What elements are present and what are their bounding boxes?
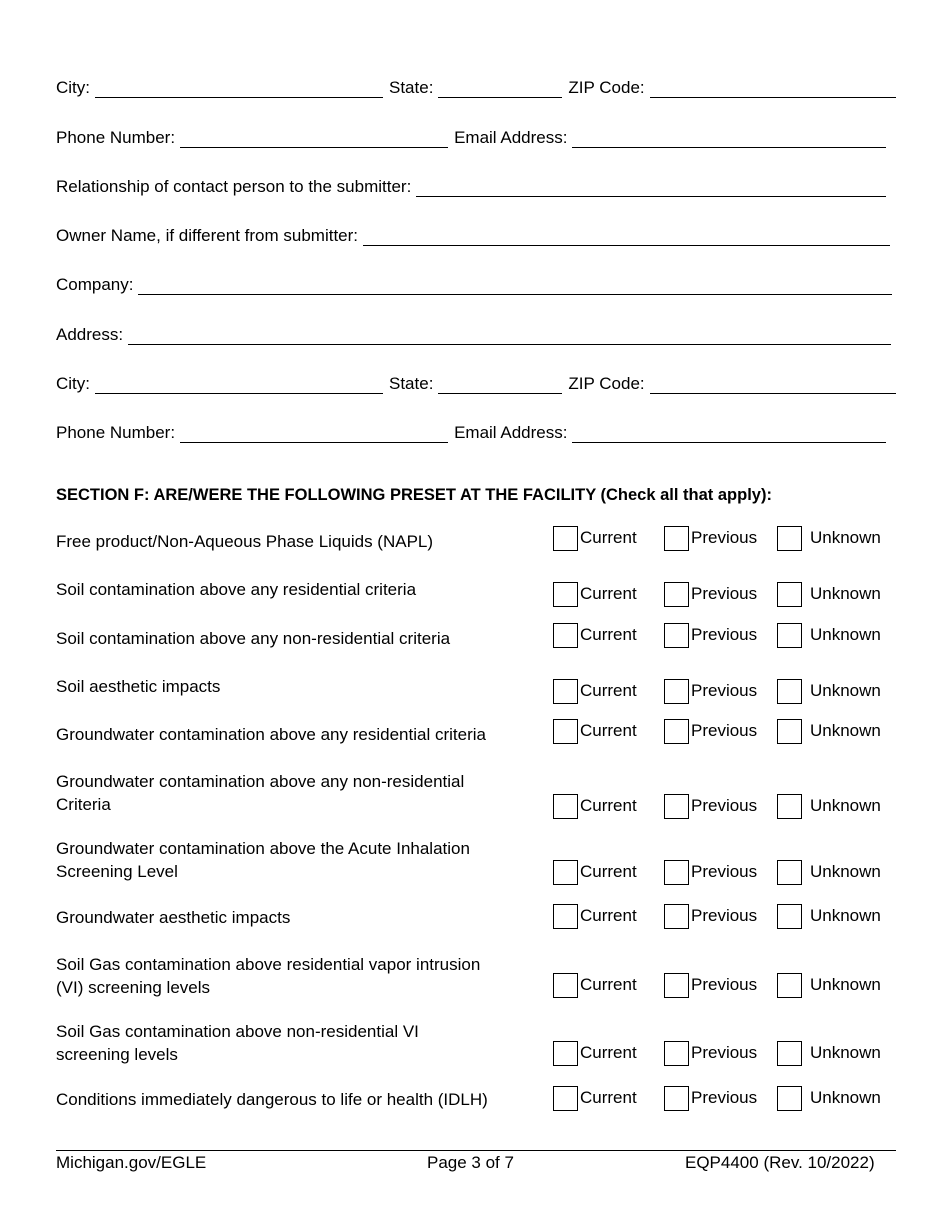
owner-name-label: Owner Name, if different from submitter: [56, 226, 359, 245]
checklist-item-label [56, 578, 536, 601]
unknown-checkbox[interactable] [777, 623, 802, 648]
checkbox-group [553, 677, 898, 705]
company-label: Company: [56, 275, 134, 294]
current-label: Current [580, 584, 637, 603]
previous-label: Previous [691, 528, 758, 547]
current-label: Current [580, 721, 637, 740]
current-label: Current [580, 681, 637, 700]
current-option[interactable] [553, 858, 637, 886]
unknown-label: Unknown [810, 528, 881, 547]
unknown-option[interactable] [777, 580, 881, 608]
city-field[interactable] [95, 377, 383, 394]
current-checkbox[interactable] [553, 860, 578, 885]
unknown-checkbox[interactable] [777, 1086, 802, 1111]
unknown-checkbox[interactable] [777, 794, 802, 819]
unknown-option[interactable] [777, 677, 881, 705]
previous-option[interactable] [664, 902, 757, 930]
checklist-item-line: Groundwater aesthetic impacts [56, 908, 291, 927]
address-field[interactable] [128, 328, 891, 345]
owner-name-row [56, 224, 896, 246]
current-option[interactable] [553, 902, 637, 930]
checklist-item-line: Groundwater contamination above the Acute Inhalation [56, 839, 470, 858]
relationship-row [56, 175, 896, 197]
unknown-label: Unknown [810, 796, 881, 815]
previous-checkbox[interactable] [664, 794, 689, 819]
current-checkbox[interactable] [553, 623, 578, 648]
unknown-label: Unknown [810, 681, 881, 700]
checklist-item-line: (VI) screening levels [56, 978, 211, 997]
unknown-label: Unknown [810, 1043, 881, 1062]
checkbox-group [553, 580, 898, 608]
checklist-item-label [56, 530, 536, 553]
contact-phone-row [56, 126, 896, 148]
previous-option[interactable] [664, 971, 757, 999]
previous-label: Previous [691, 721, 758, 740]
previous-label: Previous [691, 625, 758, 644]
current-option[interactable] [553, 971, 637, 999]
previous-checkbox[interactable] [664, 679, 689, 704]
city-field[interactable] [95, 81, 383, 98]
state-field[interactable] [438, 377, 562, 394]
unknown-label: Unknown [810, 625, 881, 644]
unknown-label: Unknown [810, 721, 881, 740]
unknown-checkbox[interactable] [777, 1041, 802, 1066]
current-label: Current [580, 1088, 637, 1107]
unknown-label: Unknown [810, 584, 881, 603]
previous-checkbox[interactable] [664, 1086, 689, 1111]
footer-divider [56, 1150, 896, 1151]
current-checkbox[interactable] [553, 526, 578, 551]
footer-form-id: EQP4400 (Rev. 10/2022) [685, 1153, 875, 1172]
previous-label: Previous [691, 975, 758, 994]
phone-field[interactable] [180, 131, 448, 148]
unknown-checkbox[interactable] [777, 719, 802, 744]
checklist-item-label [56, 770, 536, 816]
previous-label: Previous [691, 862, 758, 881]
owner-city-row [56, 372, 896, 394]
city-label: City: [56, 374, 90, 393]
unknown-checkbox[interactable] [777, 526, 802, 551]
current-checkbox[interactable] [553, 973, 578, 998]
city-label: City: [56, 78, 90, 97]
checklist-item-line: screening levels [56, 1045, 178, 1064]
checklist-item-label [56, 953, 536, 999]
unknown-label: Unknown [810, 906, 881, 925]
previous-option[interactable] [664, 858, 757, 886]
previous-label: Previous [691, 681, 758, 700]
previous-label: Previous [691, 906, 758, 925]
current-option[interactable] [553, 580, 637, 608]
previous-checkbox[interactable] [664, 719, 689, 744]
state-field[interactable] [438, 81, 562, 98]
checklist-item-label [56, 837, 536, 883]
unknown-label: Unknown [810, 1088, 881, 1107]
current-option[interactable] [553, 792, 637, 820]
phone-label: Phone Number: [56, 128, 176, 147]
checklist-item-line: Groundwater contamination above any non-residential [56, 772, 465, 791]
current-label: Current [580, 975, 637, 994]
checkbox-group [553, 1039, 898, 1067]
company-row [56, 273, 896, 295]
checklist-item-line: Criteria [56, 795, 111, 814]
checkbox-group [553, 971, 898, 999]
unknown-option[interactable] [777, 717, 881, 745]
current-checkbox[interactable] [553, 904, 578, 929]
checklist-item-line: Soil Gas contamination above non-residential VI [56, 1022, 419, 1041]
previous-option[interactable] [664, 792, 757, 820]
footer-page-number: Page 3 of 7 [427, 1153, 514, 1172]
checklist-item-line: Conditions immediately dangerous to life or health (IDLH) [56, 1090, 488, 1109]
checklist-item-label [56, 1020, 536, 1066]
zip-field[interactable] [650, 377, 896, 394]
unknown-option[interactable] [777, 858, 881, 886]
zip-field[interactable] [650, 81, 896, 98]
phone-field[interactable] [180, 426, 448, 443]
checklist-item-line: Groundwater contamination above any residential criteria [56, 725, 486, 744]
checkbox-group [553, 1084, 898, 1112]
checklist-item-label [56, 675, 536, 698]
current-option[interactable] [553, 1039, 637, 1067]
previous-label: Previous [691, 1043, 758, 1062]
current-option[interactable] [553, 717, 637, 745]
owner-name-field[interactable] [363, 229, 890, 246]
section-f-title: SECTION F: ARE/WERE THE FOLLOWING PRESET AT THE FACILITY (Check all that apply): [56, 486, 772, 504]
current-checkbox[interactable] [553, 679, 578, 704]
current-label: Current [580, 1043, 637, 1062]
unknown-checkbox[interactable] [777, 582, 802, 607]
unknown-option[interactable] [777, 971, 881, 999]
current-label: Current [580, 625, 637, 644]
current-checkbox[interactable] [553, 719, 578, 744]
email-field[interactable] [572, 131, 886, 148]
previous-checkbox[interactable] [664, 526, 689, 551]
previous-checkbox[interactable] [664, 860, 689, 885]
unknown-option[interactable] [777, 792, 881, 820]
checkbox-group [553, 717, 898, 745]
owner-phone-row [56, 421, 896, 443]
previous-option[interactable] [664, 677, 757, 705]
email-field[interactable] [572, 426, 886, 443]
unknown-option[interactable] [777, 524, 881, 552]
address-row [56, 323, 896, 345]
zip-label: ZIP Code: [568, 78, 645, 97]
relationship-field[interactable] [416, 180, 886, 197]
footer-website: Michigan.gov/EGLE [56, 1153, 207, 1172]
checklist-item-label [56, 723, 536, 746]
current-option[interactable] [553, 1084, 637, 1112]
email-label: Email Address: [454, 128, 568, 147]
previous-checkbox[interactable] [664, 582, 689, 607]
company-field[interactable] [138, 278, 892, 295]
checklist-item-label [56, 627, 536, 650]
previous-checkbox[interactable] [664, 904, 689, 929]
checkbox-group [553, 902, 898, 930]
checklist-item-line: Soil aesthetic impacts [56, 677, 221, 696]
checklist-item-line: Soil contamination above any non-residential criteria [56, 629, 451, 648]
current-label: Current [580, 906, 637, 925]
current-checkbox[interactable] [553, 1086, 578, 1111]
checklist-item-line: Soil Gas contamination above residential vapor intrusion [56, 955, 481, 974]
previous-option[interactable] [664, 621, 757, 649]
previous-option[interactable] [664, 524, 757, 552]
checkbox-group [553, 858, 898, 886]
checkbox-group [553, 621, 898, 649]
current-option[interactable] [553, 524, 637, 552]
phone-label: Phone Number: [56, 423, 176, 442]
checkbox-group [553, 792, 898, 820]
state-label: State: [389, 374, 434, 393]
checklist-item-line: Soil contamination above any residential criteria [56, 580, 417, 599]
previous-label: Previous [691, 796, 758, 815]
relationship-label: Relationship of contact person to the submitter: [56, 177, 412, 196]
current-checkbox[interactable] [553, 582, 578, 607]
zip-label: ZIP Code: [568, 374, 645, 393]
current-checkbox[interactable] [553, 794, 578, 819]
contact-city-row [56, 76, 896, 98]
unknown-option[interactable] [777, 1039, 881, 1067]
checklist-item-line: Screening Level [56, 862, 178, 881]
previous-option[interactable] [664, 580, 757, 608]
unknown-option[interactable] [777, 621, 881, 649]
previous-option[interactable] [664, 717, 757, 745]
unknown-checkbox[interactable] [777, 679, 802, 704]
checkbox-group [553, 524, 898, 552]
state-label: State: [389, 78, 434, 97]
email-label: Email Address: [454, 423, 568, 442]
previous-option[interactable] [664, 1084, 757, 1112]
unknown-checkbox[interactable] [777, 973, 802, 998]
current-checkbox[interactable] [553, 1041, 578, 1066]
current-label: Current [580, 796, 637, 815]
checklist-item-line: Free product/Non-Aqueous Phase Liquids (NAPL) [56, 532, 434, 551]
current-label: Current [580, 862, 637, 881]
checklist-item-label [56, 1088, 536, 1111]
current-option[interactable] [553, 677, 637, 705]
previous-label: Previous [691, 1088, 758, 1107]
current-label: Current [580, 528, 637, 547]
previous-checkbox[interactable] [664, 1041, 689, 1066]
previous-option[interactable] [664, 1039, 757, 1067]
unknown-checkbox[interactable] [777, 860, 802, 885]
address-label: Address: [56, 325, 124, 344]
current-option[interactable] [553, 621, 637, 649]
unknown-label: Unknown [810, 975, 881, 994]
previous-checkbox[interactable] [664, 623, 689, 648]
unknown-option[interactable] [777, 1084, 881, 1112]
previous-label: Previous [691, 584, 758, 603]
previous-checkbox[interactable] [664, 973, 689, 998]
checklist-item-label [56, 906, 536, 929]
unknown-checkbox[interactable] [777, 904, 802, 929]
unknown-option[interactable] [777, 902, 881, 930]
unknown-label: Unknown [810, 862, 881, 881]
